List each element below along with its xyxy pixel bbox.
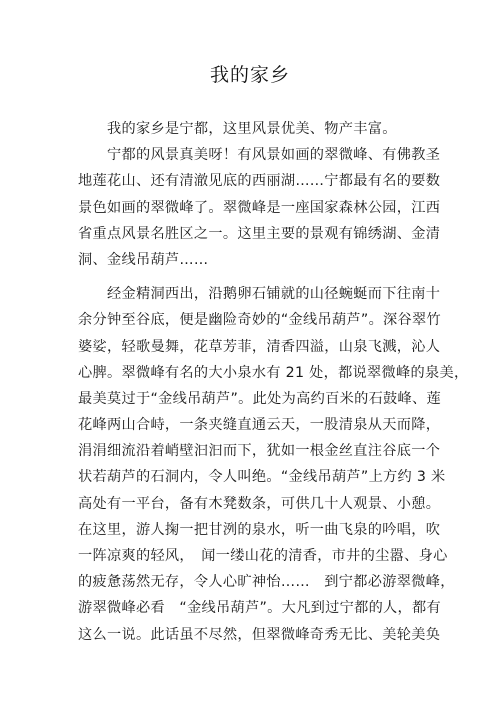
text-line: 我的家乡是宁都，这里风景优美、物产丰富。 [78,121,397,137]
text-line: 省重点风景名胜区之一。这里主要的景观有锦绣湖、金清 [78,225,441,242]
text-line: 余分钟至谷底，便是幽险奇妙的“金线吊葫芦”。深谷翠竹 [78,312,442,329]
text-line: 这么一说。此话虽不尽然，但翠微峰奇秀无比、美轮美奂 [78,626,441,643]
text-line: 洞、金线吊葫芦…… [78,251,209,268]
text-line: 状若葫芦的石洞内，令人叫绝。“金线吊葫芦”上方约 3 米 [78,469,446,486]
text-line: 涓涓细流沿着峭壁汩汩而下，犹如一根金丝直注谷底一个 [78,443,441,460]
text-line: 高处有一平台，备有木凳数条，可供几十人观景、小憩。 [78,495,441,512]
text-line: 最美莫过于“金线吊葫芦”。此处为高约百米的石鼓峰、莲 [78,390,442,407]
text-line: 经金精洞西出，沿鹅卵石铺就的山径蜿蜒而下往南十 [78,286,441,303]
text-line: 宁都的风景真美呀！有风景如画的翠微峰、有佛教圣 [78,147,441,164]
text-line: 在这里，游人掬一把甘洌的泉水，听一曲飞泉的吟唱，吹 [78,521,441,538]
article-body [78,116,469,648]
text-line: 一阵凉爽的轻风， 闻一缕山花的清香，市井的尘嚣、身心 [78,548,448,564]
text-line: 游翠微峰必看 “金线吊葫芦”。大凡到过宁都的人，都有 [78,600,442,617]
text-line: 地莲花山、还有清澈见底的西丽湖……宁都最有名的要数 [78,173,441,190]
text-line: 的疲惫荡然无存，令人心旷神怡…… 到宁都必游翠微峰， [78,574,455,591]
text-line: 心脾。翠微峰有名的大小泉水有 21 处，都说翠微峰的泉美， [78,364,469,381]
text-line: 花峰两山合峙，一条夹缝直通云天，一股清泉从天而降， [78,417,441,434]
text-line: 景色如画的翠微峰了。翠微峰是一座国家森林公园，江西 [78,199,441,216]
text-line: 婆娑，轻歌曼舞，花草芳菲，清香四溢，山泉飞溅，沁人 [78,338,441,355]
page-title: 我的家乡 [209,64,290,86]
